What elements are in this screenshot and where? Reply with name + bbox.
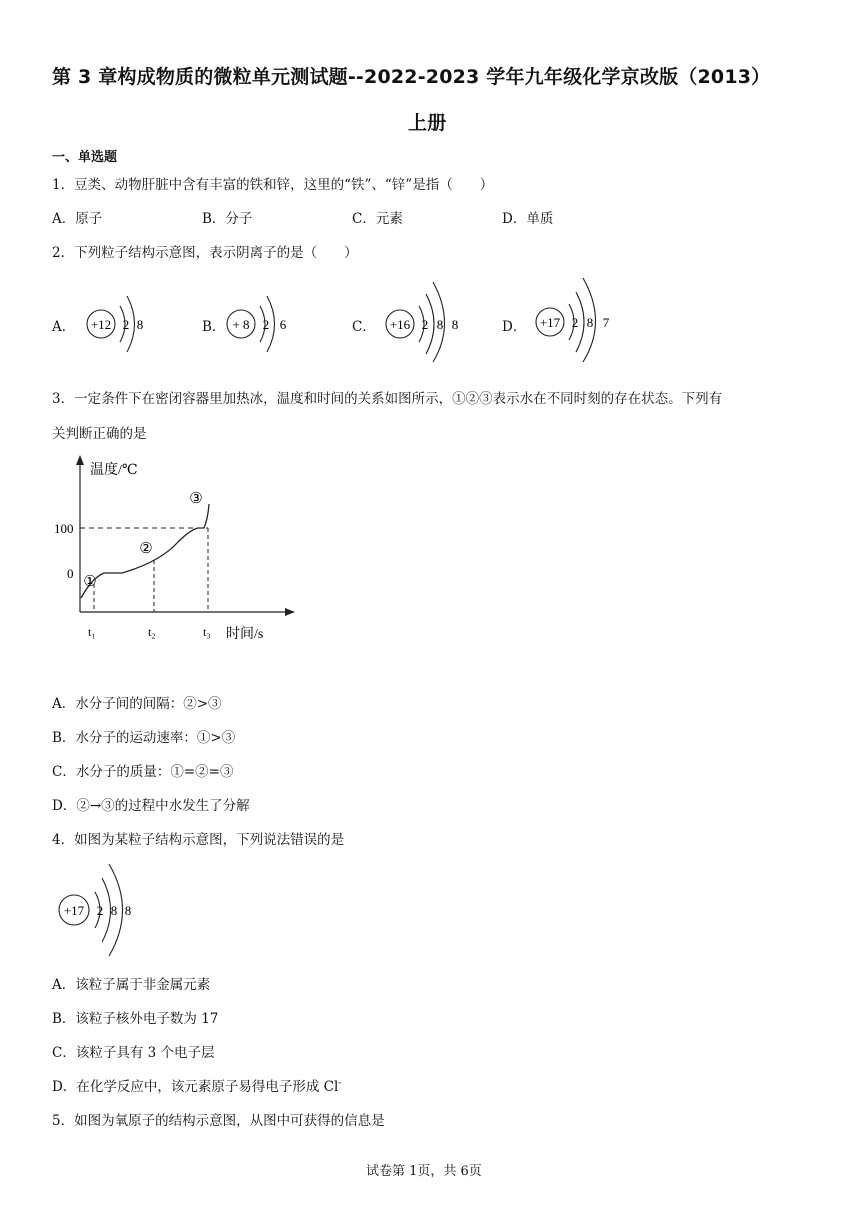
question-2-option-b-letter: B． bbox=[202, 319, 226, 335]
y-axis-arrow bbox=[76, 455, 84, 465]
shell-electrons: 8 bbox=[124, 903, 132, 918]
shell-electrons: 2 bbox=[262, 317, 270, 332]
option-d-text: D．在化学反应中，该元素原子易得电子形成 Cl bbox=[52, 1079, 339, 1095]
x-tick-t2: t₂ bbox=[148, 625, 156, 639]
document-title-line1: 第 3 章构成物质的微粒单元测试题--2022-2023 学年九年级化学京改版（2013） bbox=[52, 66, 771, 88]
question-1-option-b: B．分子 bbox=[202, 211, 253, 227]
atom-diagram-b bbox=[222, 282, 302, 358]
chloride-charge-superscript: - bbox=[338, 1078, 342, 1089]
state-marker-1: ① bbox=[83, 574, 97, 590]
question-4-option-b: B．该粒子核外电子数为 17 bbox=[52, 1011, 219, 1027]
x-axis-arrow bbox=[285, 608, 295, 616]
y-tick-0: 0 bbox=[67, 566, 74, 581]
section-heading: 一、单选题 bbox=[52, 150, 118, 165]
shell-electrons: 8 bbox=[110, 903, 118, 918]
question-1-option-a: A．原子 bbox=[52, 211, 103, 227]
shell-electrons: 2 bbox=[122, 317, 130, 332]
question-2-option-d-letter: D． bbox=[502, 319, 527, 335]
atom-diagram-q4 bbox=[52, 860, 152, 960]
question-4-stem: 4．如图为某粒子结构示意图，下列说法错误的是 bbox=[52, 832, 345, 848]
atom-diagram-a bbox=[82, 282, 162, 358]
x-tick-t1: t₁ bbox=[88, 625, 96, 639]
question-3-option-d: D．②→③的过程中水发生了分解 bbox=[52, 798, 250, 814]
nucleus-charge: +17 bbox=[63, 903, 85, 918]
question-3-stem-line2: 关判断正确的是 bbox=[52, 426, 147, 442]
shell-electrons: 2 bbox=[96, 903, 104, 918]
question-2-option-c-letter: C． bbox=[352, 319, 376, 335]
question-3-stem-line1: 3．一定条件下在密闭容器里加热冰，温度和时间的关系如图所示，①②③表示水在不同时刻的存在状态。下列有 bbox=[52, 391, 723, 407]
nucleus-charge: +12 bbox=[90, 317, 112, 332]
x-tick-t3: t₃ bbox=[203, 625, 211, 639]
y-tick-100: 100 bbox=[54, 521, 74, 536]
question-4-option-a: A．该粒子属于非金属元素 bbox=[52, 977, 211, 993]
document-title-line2: 上册 bbox=[408, 112, 447, 134]
question-3-option-a: A．水分子间的间隔：②>③ bbox=[52, 696, 222, 712]
question-1-option-c: C．元素 bbox=[352, 211, 403, 227]
question-5-stem: 5．如图为氧原子的结构示意图，从图中可获得的信息是 bbox=[52, 1113, 385, 1129]
temperature-time-graph bbox=[50, 452, 310, 652]
shell-electrons: 6 bbox=[279, 317, 287, 332]
shell-electrons: 8 bbox=[436, 317, 444, 332]
question-1-stem: 1．豆类、动物肝脏中含有丰富的铁和锌，这里的“铁”、“锌”是指（ ） bbox=[52, 177, 494, 193]
atom-diagram-c bbox=[380, 274, 470, 364]
state-marker-3: ③ bbox=[189, 491, 203, 507]
page-footer: 试卷第 1页，共 6页 bbox=[366, 1164, 482, 1179]
question-1-option-d: D．单质 bbox=[502, 211, 554, 227]
shell-electrons: 8 bbox=[451, 317, 459, 332]
state-marker-2: ② bbox=[139, 541, 153, 557]
question-3-option-c: C．水分子的质量：①=②=③ bbox=[52, 764, 234, 780]
question-2-option-a-letter: A． bbox=[52, 319, 76, 335]
shell-electrons: 8 bbox=[136, 317, 144, 332]
shell-electrons: 7 bbox=[602, 315, 610, 330]
nucleus-charge: +16 bbox=[389, 317, 411, 332]
shell-electrons: 2 bbox=[421, 317, 429, 332]
y-axis-label: 温度/℃ bbox=[90, 463, 138, 478]
nucleus-charge: + 8 bbox=[232, 317, 250, 332]
question-4-option-d bbox=[52, 1075, 341, 1095]
question-4-option-c: C．该粒子具有 3 个电子层 bbox=[52, 1045, 215, 1061]
question-2-stem: 2．下列粒子结构示意图，表示阴离子的是（ ） bbox=[52, 245, 358, 261]
shell-electrons: 2 bbox=[571, 315, 579, 330]
shell-electrons: 8 bbox=[586, 315, 594, 330]
question-3-option-b: B．水分子的运动速率：①>③ bbox=[52, 730, 236, 746]
atom-diagram-d bbox=[530, 272, 620, 364]
x-axis-label: 时间/s bbox=[226, 627, 264, 642]
nucleus-charge: +17 bbox=[539, 315, 561, 330]
